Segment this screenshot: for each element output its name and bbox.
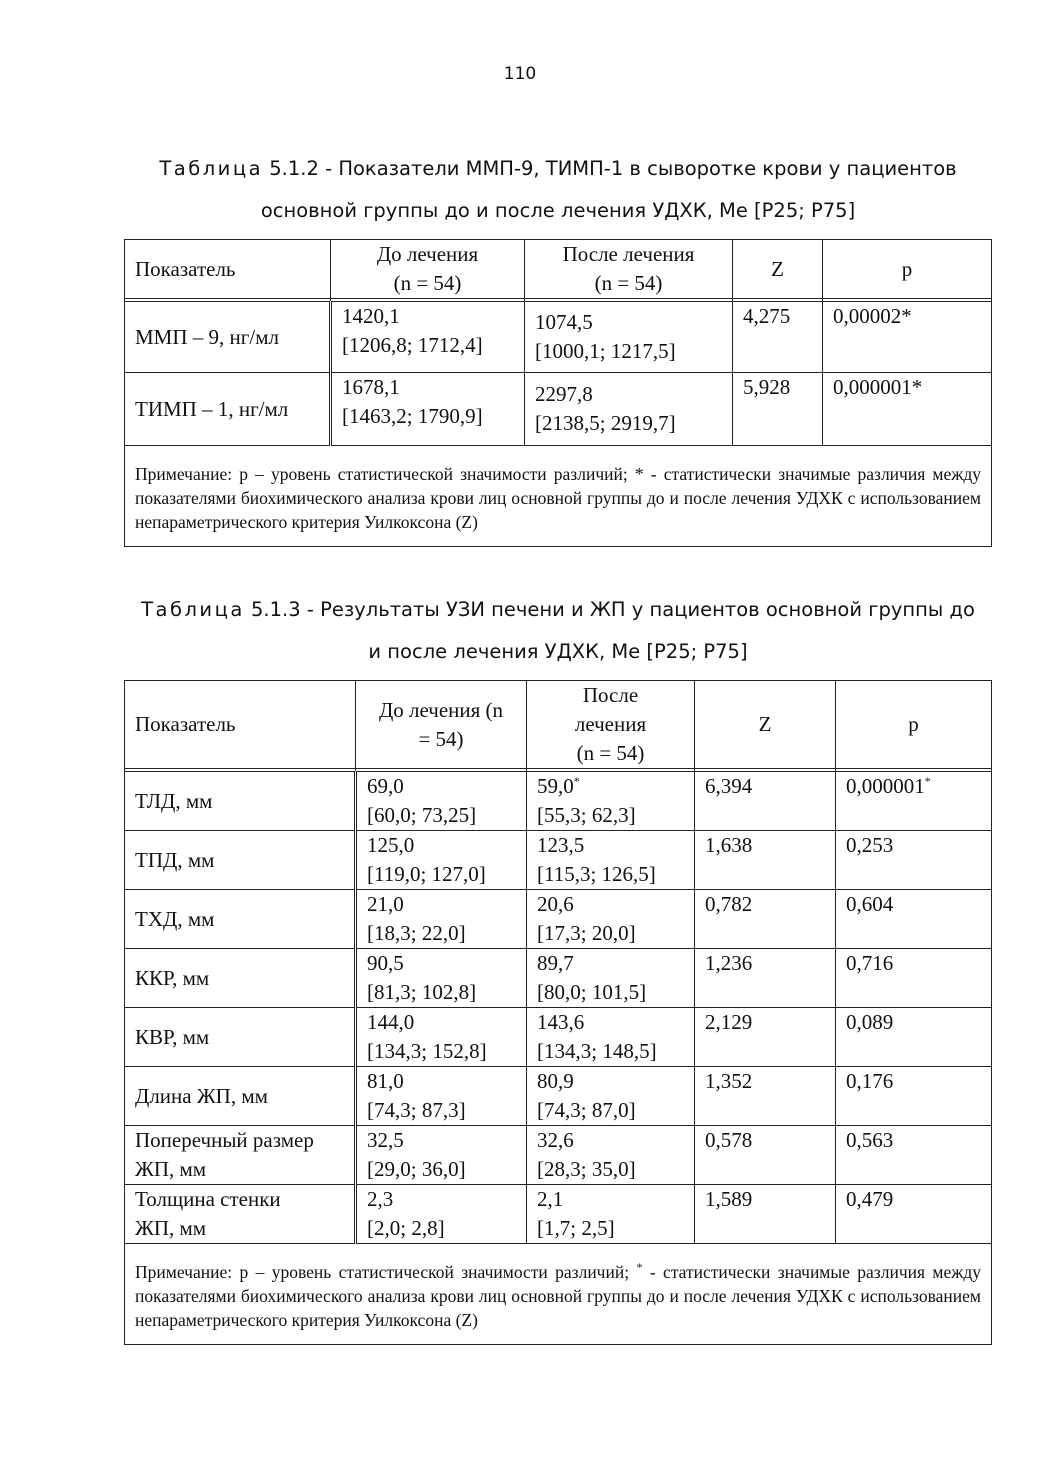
row-after: 20,6 [17,3; 20,0] xyxy=(527,890,695,949)
row-z: 6,394 xyxy=(695,772,836,831)
table1-note: Примечание: p – уровень статистической значимости различий; * - статистически значимые различия между показателями биохимического анализа крови лиц основной группы до и после лечения УДХК с использованием непараметрического критерия Уилкоксона (Z) xyxy=(125,446,992,547)
row-z: 1,352 xyxy=(695,1067,836,1126)
row-indicator: ТПД, мм xyxy=(125,831,356,890)
row-z: 5,928 xyxy=(733,373,823,446)
row-before: 90,5 [81,3; 102,8] xyxy=(356,949,527,1008)
row-before: 1678,1 [1463,2; 1790,9] xyxy=(331,373,525,446)
row-indicator: ТИМП – 1, нг/мл xyxy=(125,373,331,446)
table2-note-row xyxy=(125,1244,992,1345)
row-after: 2,1 [1,7; 2,5] xyxy=(527,1185,695,1244)
row-before: 69,0 [60,0; 73,25] xyxy=(356,772,527,831)
row-indicator: Поперечный размер ЖП, мм xyxy=(125,1126,356,1185)
row-z: 1,236 xyxy=(695,949,836,1008)
row-after: 80,9 [74,3; 87,0] xyxy=(527,1067,695,1126)
table-row xyxy=(125,302,992,373)
row-after: 89,7 [80,0; 101,5] xyxy=(527,949,695,1008)
table1-caption-line1: 5.1.2 - Показатели ММП-9, ТИМП-1 в сыворотке крови у пациентов xyxy=(263,157,957,180)
table1 xyxy=(124,239,992,547)
row-p: 0,253 xyxy=(836,831,992,890)
table1-caption-prefix: Таблица xyxy=(159,157,264,180)
table2-caption xyxy=(124,589,992,673)
row-z: 1,589 xyxy=(695,1185,836,1244)
table2-header-p: p xyxy=(836,681,992,769)
row-z: 4,275 xyxy=(733,302,823,373)
row-z: 0,578 xyxy=(695,1126,836,1185)
table1-header-z: Z xyxy=(733,240,823,299)
row-indicator: КВР, мм xyxy=(125,1008,356,1067)
table-row xyxy=(125,831,992,890)
table-row xyxy=(125,1008,992,1067)
row-z: 0,782 xyxy=(695,890,836,949)
table2-header-z: Z xyxy=(695,681,836,769)
row-p: 0,000001* xyxy=(823,373,992,446)
row-p: 0,604 xyxy=(836,890,992,949)
table-row xyxy=(125,373,992,446)
row-before: 1420,1 [1206,8; 1712,4] xyxy=(331,302,525,373)
table2-header-row xyxy=(125,681,992,769)
row-indicator: Толщина стенки ЖП, мм xyxy=(125,1185,356,1244)
row-p: 0,00002* xyxy=(823,302,992,373)
row-after: 59,0* [55,3; 62,3] xyxy=(527,772,695,831)
row-before: 32,5 [29,0; 36,0] xyxy=(356,1126,527,1185)
table1-header-after: После лечения (n = 54) xyxy=(525,240,733,299)
table-row xyxy=(125,890,992,949)
table-row xyxy=(125,772,992,831)
table2-caption-prefix: Таблица xyxy=(141,598,245,621)
row-before: 2,3 [2,0; 2,8] xyxy=(356,1185,527,1244)
row-before: 144,0 [134,3; 152,8] xyxy=(356,1008,527,1067)
table2-header-indicator: Показатель xyxy=(125,681,356,769)
table-row xyxy=(125,949,992,1008)
row-p: 0,479 xyxy=(836,1185,992,1244)
row-indicator: ТЛД, мм xyxy=(125,772,356,831)
table2-header-before: До лечения (n = 54) xyxy=(356,681,527,769)
row-after: 32,6 [28,3; 35,0] xyxy=(527,1126,695,1185)
table1-header-p: p xyxy=(823,240,992,299)
table2 xyxy=(124,680,992,1345)
row-p: 0,716 xyxy=(836,949,992,1008)
table1-caption-line2: основной группы до и после лечения УДХК, Ме [P25; P75] xyxy=(260,199,856,222)
table2-caption-line2: и после лечения УДХК, Ме [P25; P75] xyxy=(368,640,748,663)
row-before: 21,0 [18,3; 22,0] xyxy=(356,890,527,949)
row-after: 1074,5 [1000,1; 1217,5] xyxy=(525,302,733,373)
row-after: 143,6 [134,3; 148,5] xyxy=(527,1008,695,1067)
table1-header-row xyxy=(125,240,992,299)
table1-note-row xyxy=(125,446,992,547)
row-z: 2,129 xyxy=(695,1008,836,1067)
row-p: 0,089 xyxy=(836,1008,992,1067)
table1-header-indicator: Показатель xyxy=(125,240,331,299)
table2-caption-line1: 5.1.3 - Результаты УЗИ печени и ЖП у пациентов основной группы до xyxy=(244,598,975,621)
row-indicator: ТХД, мм xyxy=(125,890,356,949)
table1-caption xyxy=(124,148,992,232)
table-row xyxy=(125,1185,992,1244)
row-indicator: ММП – 9, нг/мл xyxy=(125,302,331,373)
row-before: 81,0 [74,3; 87,3] xyxy=(356,1067,527,1126)
row-p: 0,000001* xyxy=(836,772,992,831)
row-before: 125,0 [119,0; 127,0] xyxy=(356,831,527,890)
page-number: 110 xyxy=(503,64,537,84)
row-p: 0,563 xyxy=(836,1126,992,1185)
row-after: 123,5 [115,3; 126,5] xyxy=(527,831,695,890)
table-row xyxy=(125,1126,992,1185)
table2-note: Примечание: p – уровень статистической значимости различий; * - статистически значимые различия между показателями биохимического анализа крови лиц основной группы до и после лечения УДХК с использованием непараметрического критерия Уилкоксона (Z) xyxy=(125,1244,992,1345)
row-indicator: Длина ЖП, мм xyxy=(125,1067,356,1126)
table1-header-before: До лечения (n = 54) xyxy=(331,240,525,299)
row-indicator: ККР, мм xyxy=(125,949,356,1008)
table2-header-after: После лечения (n = 54) xyxy=(527,681,695,769)
row-p: 0,176 xyxy=(836,1067,992,1126)
row-after: 2297,8 [2138,5; 2919,7] xyxy=(525,373,733,446)
row-z: 1,638 xyxy=(695,831,836,890)
table-row xyxy=(125,1067,992,1126)
